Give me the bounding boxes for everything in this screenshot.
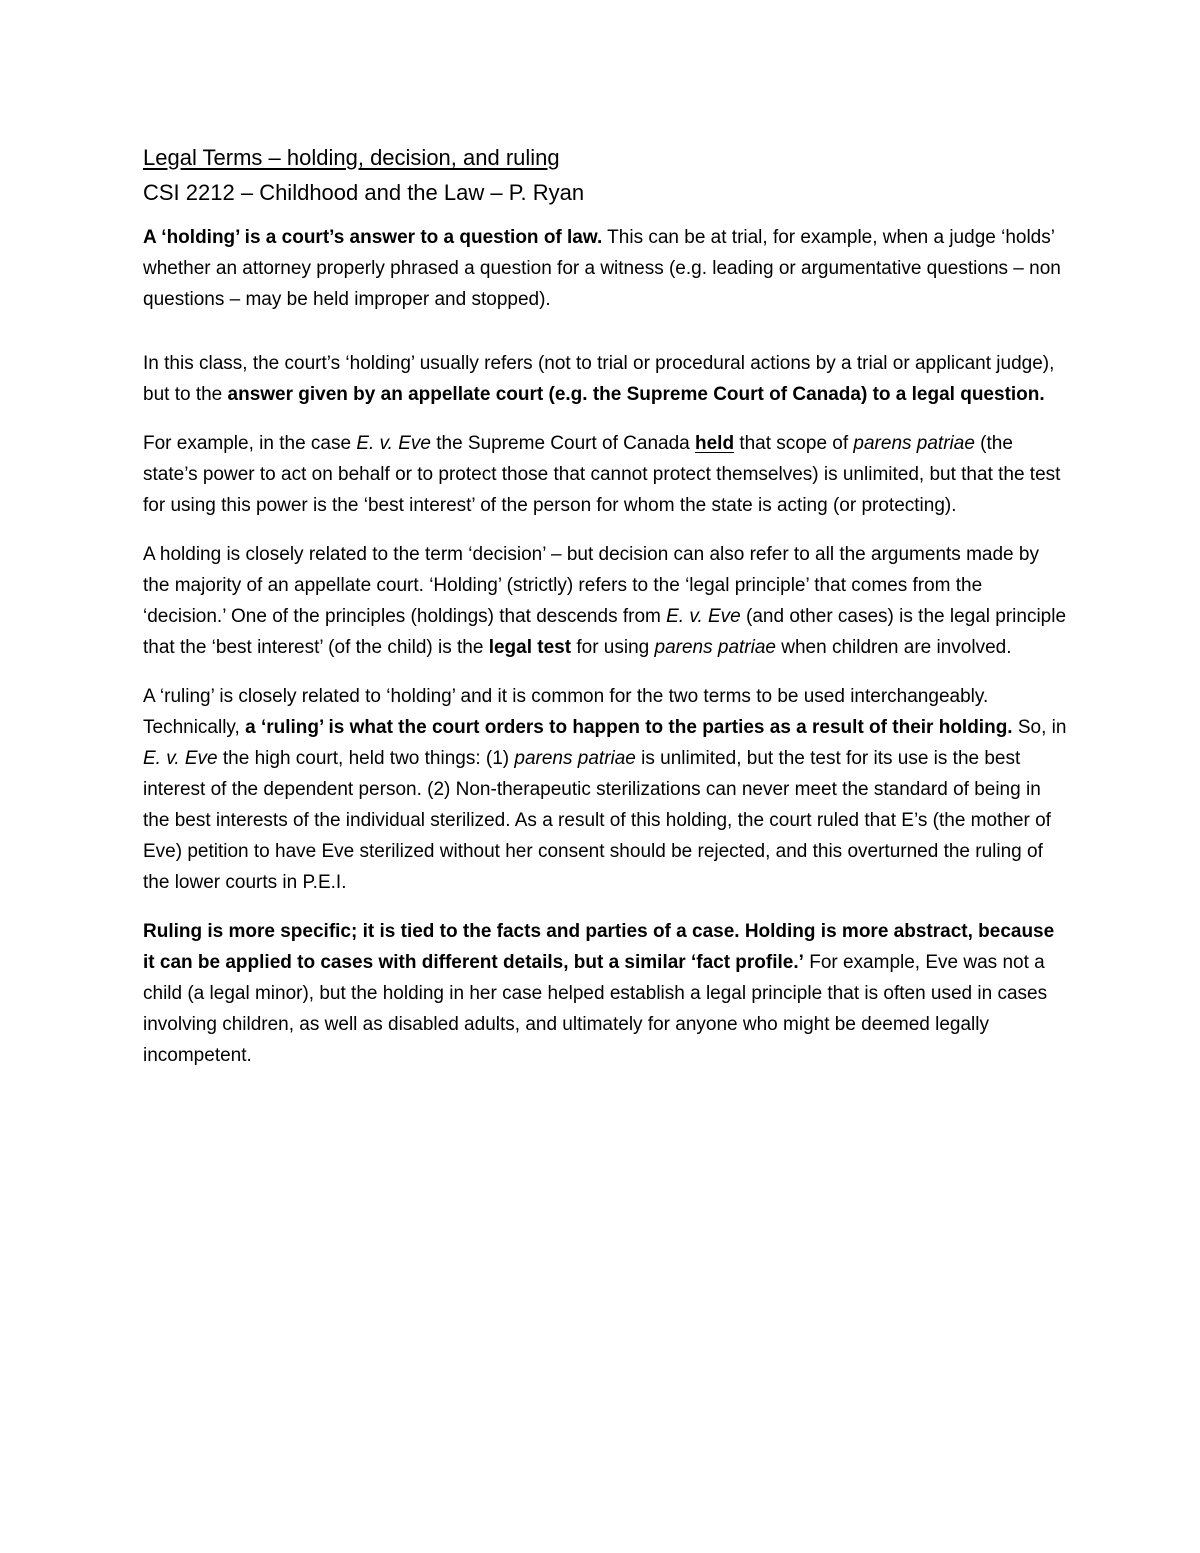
body-text: (and other cases) is the legal principle that the ‘best interest’ (of the child) is the [143,606,1067,658]
body-text: A holding is closely related to the term ‘decision’ – but decision can also refer to all the arguments made by the majority of an appellate court. ‘Holding’ (strictly) refers to the ‘legal principle’ that comes from the ‘decision.’ One of the principles (holdings) that descends from [143,544,1039,627]
bold-text: a ‘ruling’ is what the court orders to happen to the parties as a result of their holding. [245,717,1013,738]
body-text: for using [571,637,655,658]
body-text: This can be at trial, for example, when a judge ‘holds’ whether an attorney properly phrased a question for a witness (e.g. leading or argumentative questions – non questions – may be held improper and stopped). [143,227,1061,310]
body-text: (the state’s power to act on behalf or to protect those that cannot protect themselves) is unlimited, but that the test for using this power is the ‘best interest’ of the person for whom the state is acting (or protecting). [143,433,1061,516]
body-text: So, in [1012,717,1067,738]
paragraph-appellate-holding [143,348,1068,410]
bold-text: answer given by an appellate court (e.g. the Supreme Court of Canada) to a legal question. [227,384,1045,405]
body-text: when children are involved. [775,637,1012,658]
body-text: that scope of [734,433,854,454]
bold-text: A ‘holding’ is a court’s answer to a question of law. [143,227,603,248]
body-text: A ‘ruling’ is closely related to ‘holding’ and it is common for the two terms to be used interchangeably. Technically, [143,686,989,738]
document-page [143,140,1068,1089]
body-text: For example, in the case [143,433,357,454]
underlined-term: held [695,433,735,454]
case-name: E. v. Eve [666,606,741,627]
body-text: In this class, the court’s ‘holding’ usually refers (not to trial or procedural actions by a trial or applicant judge), but to the [143,353,1055,405]
body-text: the high court, held two things: (1) [217,748,515,769]
paragraph-eve-example [143,428,1068,521]
latin-term: parens patriae [514,748,636,769]
body-text: is unlimited, but the test for its use is the best interest of the dependent person. (2) Non-therapeutic sterilizations can never meet the standard of being in the best interests of the individual sterilized. As a result of this holding, the court ruled that E’s (the mother of Eve) petition to have Eve sterilized without her consent should be rejected, and this overturned the ruling of the lower courts in P.E.I. [143,748,1051,893]
latin-term: parens patriae [654,637,776,658]
paragraph-holding-definition [143,222,1068,315]
paragraph-ruling [143,681,1068,898]
document-title-text: Legal Terms – holding, decision, and ruling [143,145,560,170]
bold-text: Ruling is more specific; it is tied to the facts and parties of a case. Holding is more abstract, because it can be applied to cases with different details, but a similar ‘fact profile.’ [143,921,1055,973]
body-text: the Supreme Court of Canada [430,433,695,454]
paragraph-holding-vs-decision [143,539,1068,663]
case-name: E. v. Eve [143,748,218,769]
paragraph-ruling-vs-holding [143,916,1068,1071]
bold-text: legal test [488,637,572,658]
latin-term: parens patriae [853,433,975,454]
body-text: For example, Eve was not a child (a legal minor), but the holding in her case helped establish a legal principle that is often used in cases involving children, as well as disabled adults, and ultimately for anyone who might be deemed legally incompetent. [143,952,1048,1066]
document-subtitle: CSI 2212 – Childhood and the Law – P. Ryan [143,180,585,205]
document-title [143,140,1068,175]
case-name: E. v. Eve [356,433,431,454]
